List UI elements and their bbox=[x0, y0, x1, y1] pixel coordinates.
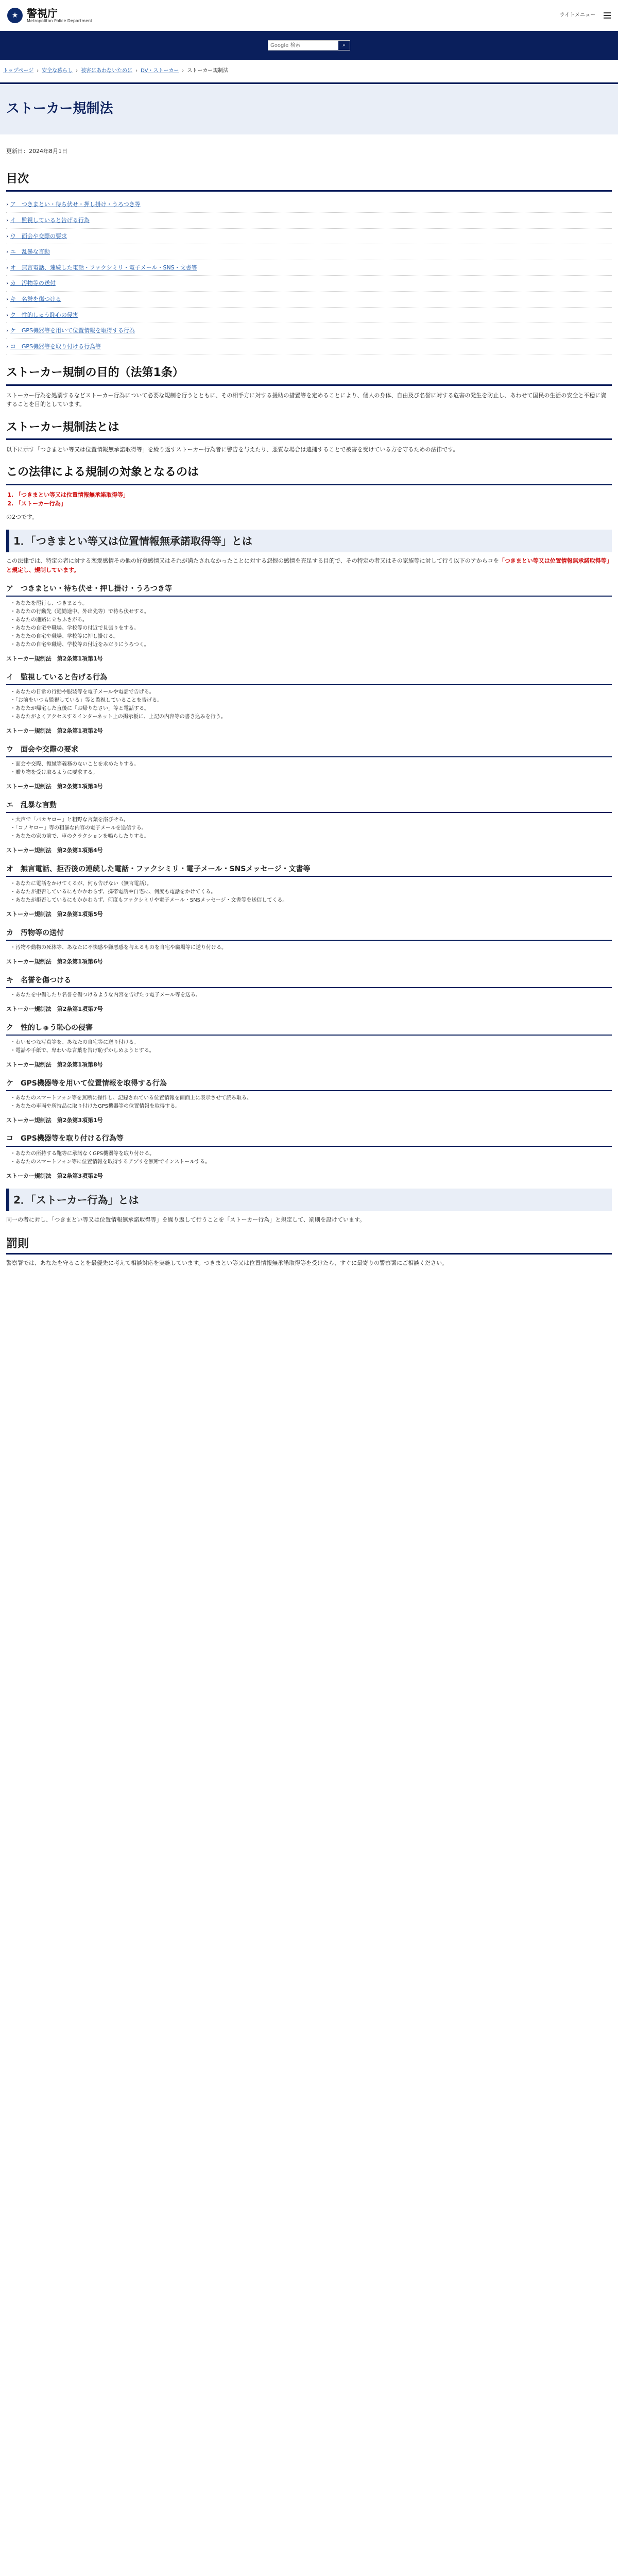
toc-link-a[interactable]: ア つきまとい・待ち伏せ・押し掛け・うろつき等 bbox=[10, 201, 141, 208]
breadcrumb-safe-life[interactable]: 安全な暮らし bbox=[42, 68, 73, 74]
law-reference: ストーカー規制法 第2条第1項第2号 bbox=[6, 727, 103, 734]
example-item: ・ 大声で「バカヤロー」と粗野な言葉を浴びせる。 bbox=[10, 816, 612, 824]
behavior-block bbox=[6, 671, 612, 736]
toc-link-ko[interactable]: コ GPS機器等を取り付ける行為等 bbox=[10, 343, 101, 350]
light-menu-link[interactable]: ライトメニュー bbox=[559, 12, 595, 18]
example-list bbox=[6, 1039, 612, 1055]
behavior-block bbox=[6, 582, 612, 664]
toc-link-u[interactable]: ウ 面会や交際の要求 bbox=[10, 232, 67, 240]
example-list bbox=[6, 688, 612, 721]
law-reference: ストーカー規制法 第2条第1項第7号 bbox=[6, 1005, 103, 1012]
example-list bbox=[6, 880, 612, 905]
example-item: ・ 「コノヤロー」等の粗暴な内容の電子メールを送信する。 bbox=[10, 824, 612, 833]
behavior-blocks bbox=[6, 582, 612, 1181]
behavior-title: オ 無言電話、拒否後の連続した電話・ファクシミリ・電子メール・SNSメッセージ・文書等 bbox=[6, 862, 612, 877]
behavior-title: ク 性的しゅう恥心の侵害 bbox=[6, 1021, 612, 1036]
subsection-1-heading: 1．「つきまとい等又は位置情報無承諾取得等」とは bbox=[6, 530, 612, 552]
behavior-block bbox=[6, 1077, 612, 1125]
logo-title: 警視庁 bbox=[27, 7, 58, 20]
example-item: ・ あなたの進路に立ちふさがる。 bbox=[10, 616, 612, 624]
behavior-block bbox=[6, 1021, 612, 1070]
search-bar bbox=[0, 31, 618, 60]
example-item: ・ あなたの自宅や職場、学校等の付近をみだりにうろつく。 bbox=[10, 641, 612, 649]
subsection-2-heading: 2．「ストーカー行為」とは bbox=[6, 1189, 612, 1211]
toc-item bbox=[6, 260, 612, 276]
toc-link-ke[interactable]: ケ GPS機器等を用いて位置情報を取得する行為 bbox=[10, 327, 135, 334]
behavior-title: エ 乱暴な言動 bbox=[6, 799, 612, 813]
law-reference: ストーカー規制法 第2条第3項第1号 bbox=[6, 1116, 103, 1124]
behavior-title: ア つきまとい・待ち伏せ・押し掛け・うろつき等 bbox=[6, 582, 612, 597]
search-icon[interactable]: ⌕ bbox=[338, 41, 350, 50]
example-item: ・ 贈り物を受け取るように要求する。 bbox=[10, 769, 612, 777]
example-list bbox=[6, 760, 612, 777]
scope-item: 2. 「ストーカー行為」 bbox=[15, 499, 612, 509]
example-item: ・ 「お前をいつも監視している」等と監視していることを告げる。 bbox=[10, 697, 612, 705]
toc-link-ku[interactable]: ク 性的しゅう恥心の侵害 bbox=[10, 311, 78, 318]
toc-item bbox=[6, 323, 612, 339]
example-item: ・ あなたの日常の行動や服装等を電子メールや電話で告げる。 bbox=[10, 688, 612, 697]
purpose-text: ストーカー行為を処罰するなどストーカー行為について必要な規制を行うとともに、その相手方に対する援助の措置等を定めることにより、個人の身体、自由及び名誉に対する危害の発生を防止し、あわせて国民の生活の安全と平穏に資することを目的としています。 bbox=[6, 392, 607, 408]
subsection-1-text-red: 「つきまとい等又は位置情報無承諾取得等」と規定し、規制しています。 bbox=[6, 557, 610, 574]
breadcrumb-home[interactable]: トップページ bbox=[3, 68, 34, 74]
toc-item bbox=[6, 229, 612, 245]
main-content bbox=[0, 170, 618, 1268]
toc-link-o[interactable]: オ 無言電話、連続した電話・ファクシミリ・電子メール・SNS・文書等 bbox=[10, 264, 197, 271]
toc-item bbox=[6, 308, 612, 324]
toc-item bbox=[6, 213, 612, 229]
hamburger-menu-icon[interactable] bbox=[604, 12, 611, 19]
search-box bbox=[268, 40, 350, 50]
toc-list bbox=[6, 197, 612, 354]
law-reference: ストーカー規制法 第2条第1項第8号 bbox=[6, 1061, 103, 1068]
toc-item bbox=[6, 276, 612, 292]
behavior-block bbox=[6, 743, 612, 791]
law-reference: ストーカー規制法 第2条第1項第3号 bbox=[6, 783, 103, 790]
example-item: ・ わいせつな写真等を、あなたの自宅等に送り付ける。 bbox=[10, 1039, 612, 1047]
example-item: ・ あなたの家の前で、車のクラクションを鳴らしたりする。 bbox=[10, 833, 612, 841]
toc-link-ka[interactable]: カ 汚物等の送付 bbox=[10, 280, 56, 287]
example-item: ・ あなたがよくアクセスするインターネット上の掲示板に、上記の内容等の書き込みを行う。 bbox=[10, 713, 612, 721]
example-item: ・ あなたの自宅や職場、学校等の付近で見張りをする。 bbox=[10, 624, 612, 633]
behavior-title: ウ 面会や交際の要求 bbox=[6, 743, 612, 757]
example-item: ・ あなたのスマートフォン等を無断に操作し、記録されている位置情報を画面上に表示させて読み取る。 bbox=[10, 1094, 612, 1103]
toc-item bbox=[6, 339, 612, 355]
site-header bbox=[0, 0, 618, 31]
example-item: ・ あなたのスマートフォン等に位置情報を取得するアプリを無断でインストールする。 bbox=[10, 1158, 612, 1166]
purpose-heading: ストーカー規制の目的（法第1条） bbox=[6, 364, 612, 385]
law-reference: ストーカー規制法 第2条第1項第5号 bbox=[6, 910, 103, 918]
example-item: ・ あなたが帰宅した直後に「お帰りなさい」等と電話する。 bbox=[10, 705, 612, 713]
example-item: ・ あなたが拒否しているにもかかわらず、携帯電話や自宅に、何度も電話をかけてくる。 bbox=[10, 888, 612, 896]
breadcrumb: トップページ › 安全な暮らし › 被害にあわないために › DV・ストーカー › ストーカー規制法 bbox=[0, 60, 618, 82]
example-list bbox=[6, 944, 612, 952]
example-item: ・ あなたを尾行し、つきまとう。 bbox=[10, 600, 612, 608]
example-item: ・ あなたが拒否しているにもかかわらず、何度もファクシミリや電子メール・SNSメッセージ・文書等を送信してくる。 bbox=[10, 896, 612, 905]
law-reference: ストーカー規制法 第2条第1項第1号 bbox=[6, 655, 103, 663]
behavior-block bbox=[6, 974, 612, 1014]
logo-subtitle: Metropolitan Police Department bbox=[27, 18, 93, 23]
about-text: 以下に示す「つきまとい等又は位置情報無承諾取得等」を繰り返すストーカー行為者に警告を与えたり、悪質な場合は逮捕することで被害を受けている方を守るための法律です。 bbox=[6, 446, 459, 453]
example-list bbox=[6, 991, 612, 999]
example-item: ・ あなたの所持する鞄等に承諾なくGPS機器等を取り付ける。 bbox=[10, 1150, 612, 1158]
breadcrumb-prevention[interactable]: 被害にあわないために bbox=[81, 68, 133, 74]
scope-heading: この法律による規制の対象となるのは bbox=[6, 463, 612, 485]
behavior-block bbox=[6, 1132, 612, 1180]
scope-item: 1. 「つきまとい等又は位置情報無承諾取得等」 bbox=[15, 490, 612, 500]
toc-item bbox=[6, 197, 612, 213]
behavior-block bbox=[6, 799, 612, 855]
subsection-2-text: 同一の者に対し、「つきまとい等又は位置情報無承諾取得等」を繰り返して行うことを「ストーカー行為」と規定して、罰則を設けています。 bbox=[6, 1216, 366, 1224]
behavior-block bbox=[6, 926, 612, 967]
site-logo[interactable] bbox=[7, 8, 92, 24]
example-item: ・ あなたの行動先（通勤途中、外出先等）で待ち伏せする。 bbox=[10, 608, 612, 616]
example-item: ・ 汚物や動物の死体等、あなたに不快感や嫌悪感を与えるものを自宅や職場等に送り付ける。 bbox=[10, 944, 612, 952]
behavior-title: キ 名誉を傷つける bbox=[6, 974, 612, 988]
toc-item bbox=[6, 244, 612, 260]
breadcrumb-dv-stalker[interactable]: DV・ストーカー bbox=[141, 68, 179, 74]
example-item: ・ あなたの自宅や職場、学校等に押し掛ける。 bbox=[10, 633, 612, 641]
example-item: ・ あなたの車両や所持品に取り付けたGPS機器等の位置情報を取得する。 bbox=[10, 1103, 612, 1111]
toc-item bbox=[6, 292, 612, 308]
page-title-banner bbox=[0, 82, 618, 134]
update-date: 更新日：2024年8月1日 bbox=[6, 147, 67, 155]
subsection-1-text bbox=[6, 556, 612, 574]
penalty-text: 警察署では、あなたを守ることを最優先に考えて相談対応を実施しています。つきまとい等又は位置情報無承諾取得等を受けたら、すぐに最寄りの警察署にご相談ください。 bbox=[6, 1260, 448, 1267]
example-item: ・ 面会や交際、復縁等義務のないことを求めたりする。 bbox=[10, 760, 612, 769]
example-list bbox=[6, 1150, 612, 1166]
behavior-title: コ GPS機器等を取り付ける行為等 bbox=[6, 1132, 612, 1146]
behavior-title: イ 監視していると告げる行為 bbox=[6, 671, 612, 685]
toc-heading: 目次 bbox=[6, 170, 612, 192]
law-reference: ストーカー規制法 第2条第1項第6号 bbox=[6, 958, 103, 965]
toc-link-ki[interactable]: キ 名誉を傷つける bbox=[10, 295, 61, 302]
page-title: ストーカー規制法 bbox=[6, 101, 113, 116]
law-reference: ストーカー規制法 第2条第1項第4号 bbox=[6, 846, 103, 854]
example-item: ・ 電話や手紙で、卑わいな言葉を告げ恥ずかしめようとする。 bbox=[10, 1047, 612, 1055]
behavior-title: カ 汚物等の送付 bbox=[6, 926, 612, 941]
subsection-1-text-a: この法律では、特定の者に対する恋愛感情その他の好意感情又はそれが満たされなかったことに対する怨恨の感情を充足する目的で、その特定の者又はその家族等に対して行う以下のアからコを bbox=[6, 557, 499, 565]
example-item: ・ あなたを中傷したり名誉を傷つけるような内容を告げたり電子メール等を送る。 bbox=[10, 991, 612, 999]
behavior-title: ケ GPS機器等を用いて位置情報を取得する行為 bbox=[6, 1077, 612, 1091]
police-emblem-icon: ★ bbox=[7, 8, 23, 23]
law-reference: ストーカー規制法 第2条第3項第2号 bbox=[6, 1172, 103, 1179]
toc-link-e[interactable]: エ 乱暴な言動 bbox=[10, 248, 50, 256]
search-input[interactable] bbox=[268, 41, 338, 50]
breadcrumb-current: ストーカー規制法 bbox=[187, 68, 229, 74]
scope-list bbox=[6, 490, 612, 509]
example-item: ・ あなたに電話をかけてくるが、何も告げない（無言電話）。 bbox=[10, 880, 612, 888]
example-list bbox=[6, 816, 612, 841]
behavior-block bbox=[6, 862, 612, 919]
penalty-heading: 罰則 bbox=[6, 1235, 612, 1255]
toc-link-i[interactable]: イ 監視していると告げる行為 bbox=[10, 216, 90, 224]
example-list bbox=[6, 600, 612, 649]
about-heading: ストーカー規制法とは bbox=[6, 418, 612, 440]
example-list bbox=[6, 1094, 612, 1111]
scope-after: の2つです。 bbox=[6, 513, 38, 520]
